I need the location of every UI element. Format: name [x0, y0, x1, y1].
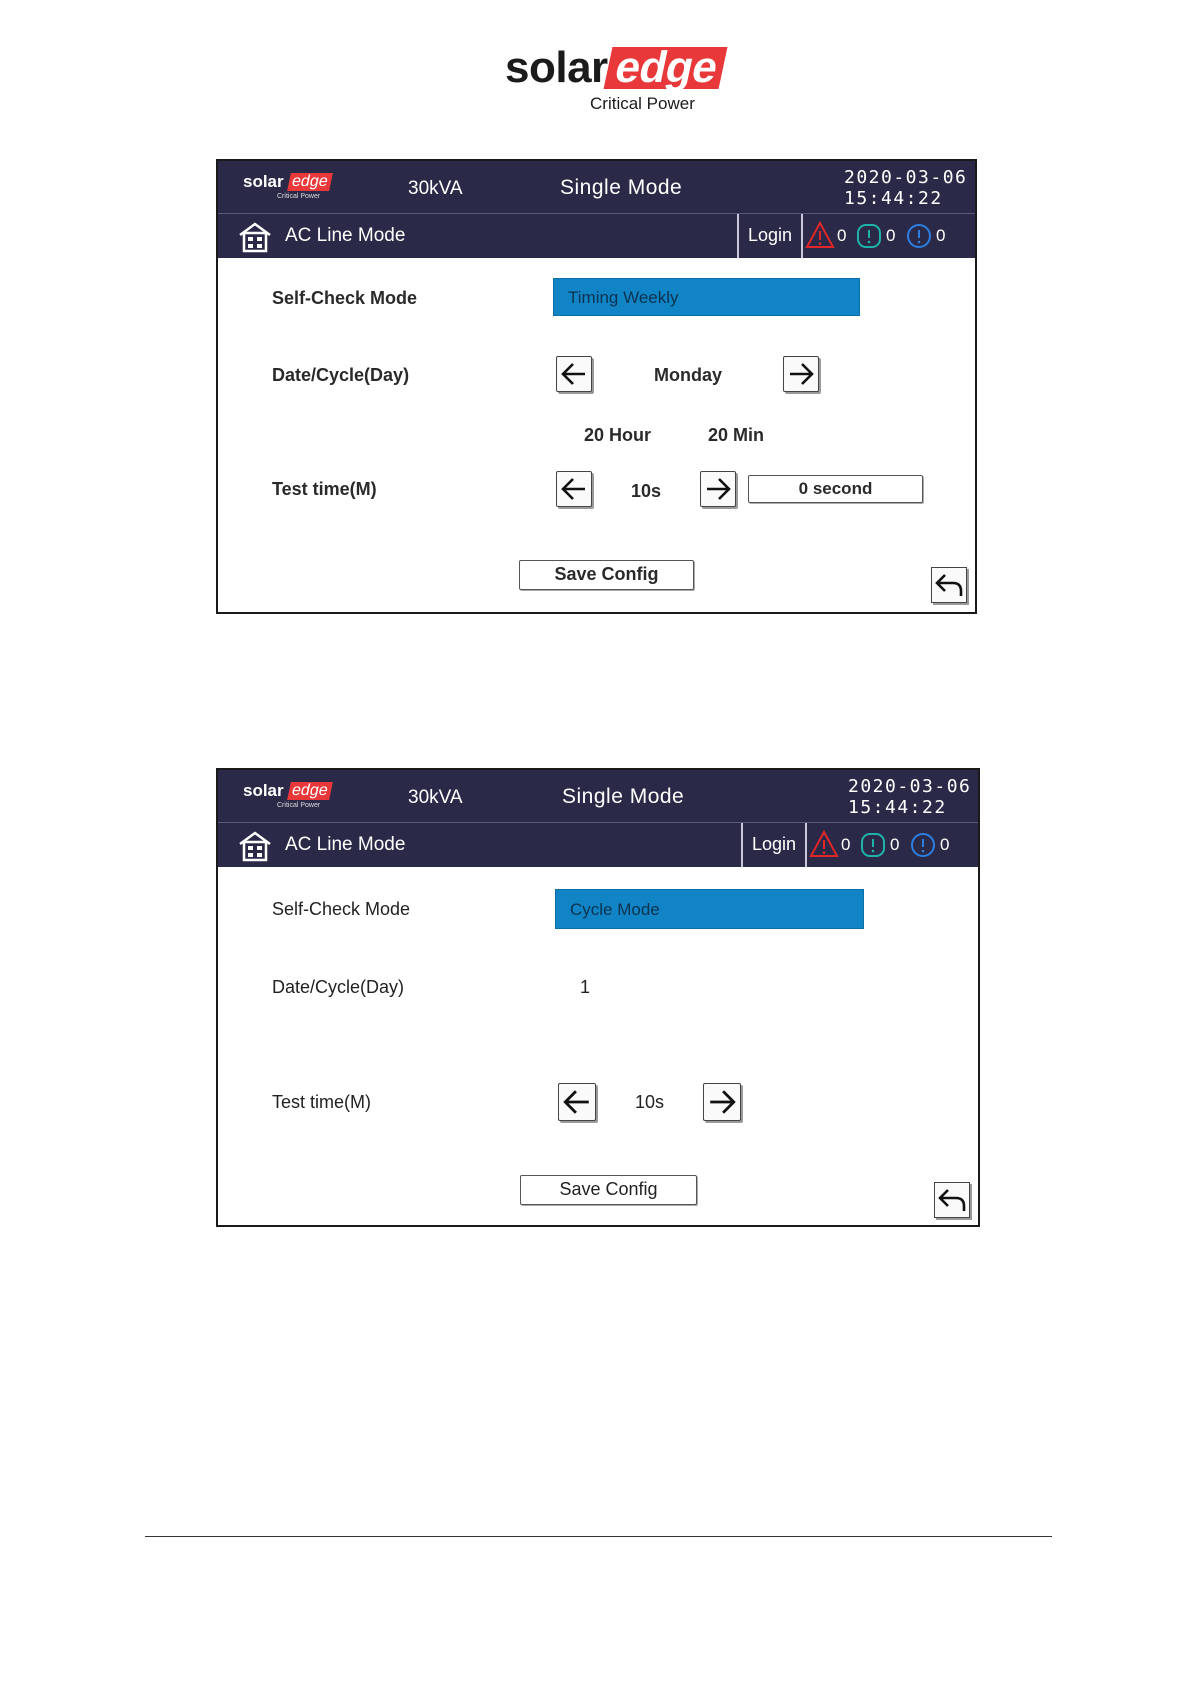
seconds-display: 0 second — [748, 475, 923, 503]
login-button[interactable]: Login — [752, 834, 797, 854]
screen-logo — [243, 172, 333, 202]
self-check-mode-select[interactable]: Cycle Mode — [555, 889, 864, 929]
home-icon[interactable] — [238, 830, 272, 862]
divider — [801, 214, 803, 258]
day-prev-button[interactable] — [556, 356, 592, 392]
arrow-right-icon — [707, 1087, 737, 1117]
self-check-mode-select[interactable]: Timing Weekly — [553, 278, 860, 316]
mode-bar — [218, 823, 978, 867]
screen-logo — [243, 781, 333, 811]
test-time-next-button[interactable] — [703, 1083, 741, 1121]
datetime-display — [844, 167, 967, 209]
ac-line-mode-label: AC Line Mode — [285, 225, 406, 246]
arrow-left-icon — [560, 475, 588, 503]
self-check-mode-label: Self-Check Mode — [272, 899, 411, 919]
divider — [741, 823, 743, 867]
page-logo-subtitle: Critical Power — [590, 94, 695, 113]
login-button[interactable]: Login — [748, 225, 793, 245]
test-time-label: Test time(M) — [272, 479, 377, 499]
divider — [737, 214, 739, 258]
test-time-next-button[interactable] — [700, 471, 736, 507]
time-label: 15:44:22 — [844, 188, 943, 209]
info-icon[interactable] — [906, 223, 932, 249]
warning-icon[interactable] — [856, 223, 882, 249]
rating-label: 30kVA — [408, 178, 463, 199]
rating-label: 30kVA — [408, 787, 463, 808]
date-cycle-label: Date/Cycle(Day) — [272, 365, 410, 385]
system-mode-label: Single Mode — [560, 176, 683, 199]
page-logo-solar: solar — [505, 43, 608, 92]
divider — [805, 823, 807, 867]
self-check-mode-label: Self-Check Mode — [272, 288, 418, 308]
status-bar — [218, 161, 975, 214]
date-label: 2020-03-06 — [848, 776, 972, 797]
info-count: 0 — [940, 835, 950, 854]
datetime-display — [848, 776, 971, 818]
screen-logo-edge: edge — [287, 173, 332, 191]
screen-logo-solar: solar — [243, 781, 284, 800]
screen-logo-solar: solar — [243, 172, 284, 191]
alarm-icon[interactable] — [809, 830, 839, 858]
arrow-right-icon — [704, 475, 732, 503]
screen-logo-edge: edge — [287, 782, 332, 800]
system-mode-label: Single Mode — [562, 785, 685, 808]
alarm-icon[interactable] — [805, 221, 835, 249]
test-time-value: 10s — [631, 481, 662, 501]
hour-value[interactable]: 20 Hour — [584, 425, 652, 445]
ac-line-mode-label: AC Line Mode — [285, 834, 406, 855]
home-icon[interactable] — [238, 221, 272, 253]
info-count: 0 — [936, 226, 946, 245]
info-icon[interactable] — [910, 832, 936, 858]
test-time-prev-button[interactable] — [558, 1083, 596, 1121]
time-label: 15:44:22 — [848, 797, 947, 818]
minute-value[interactable]: 20 Min — [708, 425, 765, 445]
page-logo-edge: edge — [604, 47, 728, 89]
back-button[interactable] — [934, 1182, 970, 1218]
arrow-left-icon — [562, 1087, 592, 1117]
save-config-button[interactable]: Save Config — [519, 560, 694, 590]
warning-count: 0 — [890, 835, 900, 854]
screen-logo-sub: Critical Power — [277, 193, 321, 200]
back-button[interactable] — [931, 567, 967, 603]
hmi-screen-cycle — [216, 768, 980, 1227]
alarm-count: 0 — [837, 226, 847, 245]
date-cycle-label: Date/Cycle(Day) — [272, 977, 405, 997]
back-arrow-icon — [938, 1187, 966, 1213]
test-time-label: Test time(M) — [272, 1092, 371, 1112]
test-time-value: 10s — [635, 1092, 665, 1112]
arrow-left-icon — [560, 360, 588, 388]
arrow-right-icon — [787, 360, 815, 388]
day-next-button[interactable] — [783, 356, 819, 392]
mode-bar — [218, 214, 975, 258]
alarm-count: 0 — [841, 835, 851, 854]
hmi-screen-weekly — [216, 159, 977, 614]
save-config-button[interactable]: Save Config — [520, 1175, 697, 1205]
back-arrow-icon — [935, 572, 963, 598]
cycle-value[interactable]: 1 — [580, 977, 591, 997]
warning-count: 0 — [886, 226, 896, 245]
footer-divider — [145, 1536, 1052, 1537]
test-time-prev-button[interactable] — [556, 471, 592, 507]
day-value: Monday — [654, 365, 723, 385]
status-bar — [218, 770, 978, 823]
date-label: 2020-03-06 — [844, 167, 968, 188]
warning-icon[interactable] — [860, 832, 886, 858]
screen-logo-sub: Critical Power — [277, 802, 321, 809]
page-logo — [505, 43, 723, 116]
